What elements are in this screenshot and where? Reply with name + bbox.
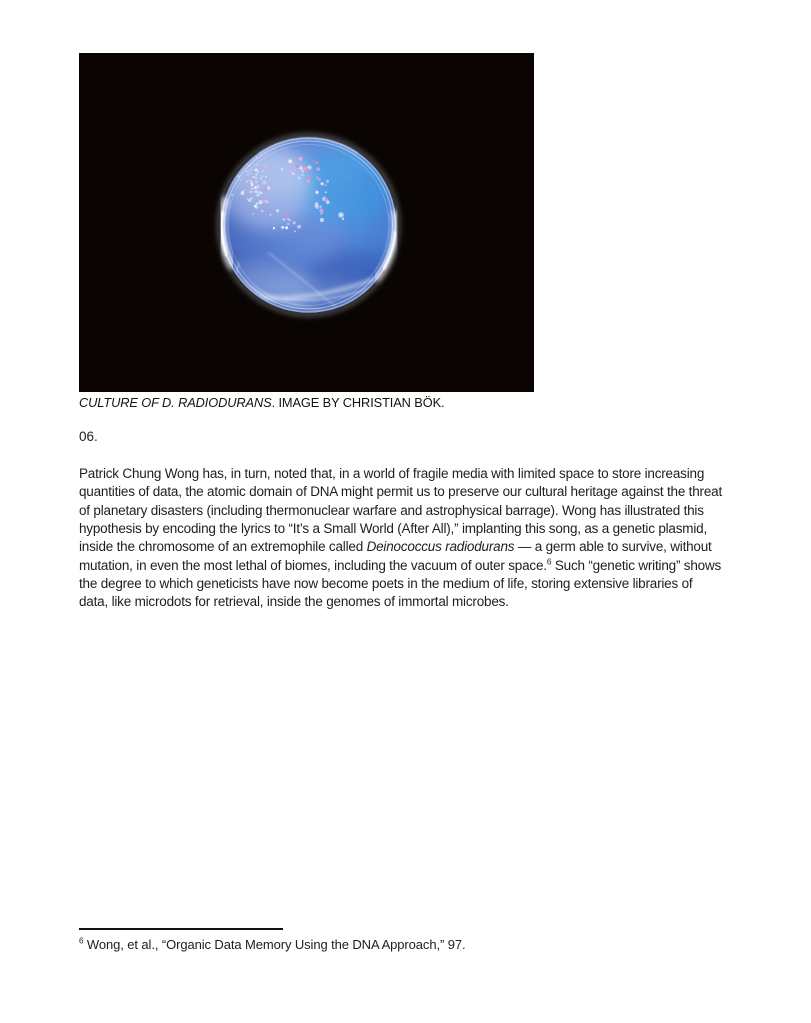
petri-dish-illustration	[79, 53, 534, 392]
figure-culture-image	[79, 53, 534, 392]
footnote-separator	[79, 928, 283, 930]
figure-caption: CULTURE OF D. RADIODURANS. IMAGE BY CHRISTIAN BÖK.	[79, 395, 445, 410]
footnote: $^6$ Wong, et al., “Organic Data Memory Using the DNA Approach,” 97.	[79, 936, 466, 952]
section-number: 06.	[79, 429, 98, 444]
body-paragraph: Patrick Chung Wong has, in turn, noted that, in a world of fragile media with limited space to store increasing quantities of data, the atomic domain of DNA might permit us to preserve our cultural heritage against the threat of planetary disasters (including thermonuclear warfare and astrophysical barrage). Wong has illustrated this hypothesis by encoding the lyrics to “It’s a Small World (After All),” implanting this song, as a genetic plasmid, inside the chromosome of an extremophile called Deinococcus radiodurans — a germ able to survive, without mutation, in even the most lethal of biomes, including the vacuum of outer space.$^6$ Such “genetic writing” shows the degree to which geneticists have now become poets in the medium of life, storing extensive libraries of data, like microdots for retrieval, inside the genomes of immortal microbes.	[79, 466, 723, 610]
